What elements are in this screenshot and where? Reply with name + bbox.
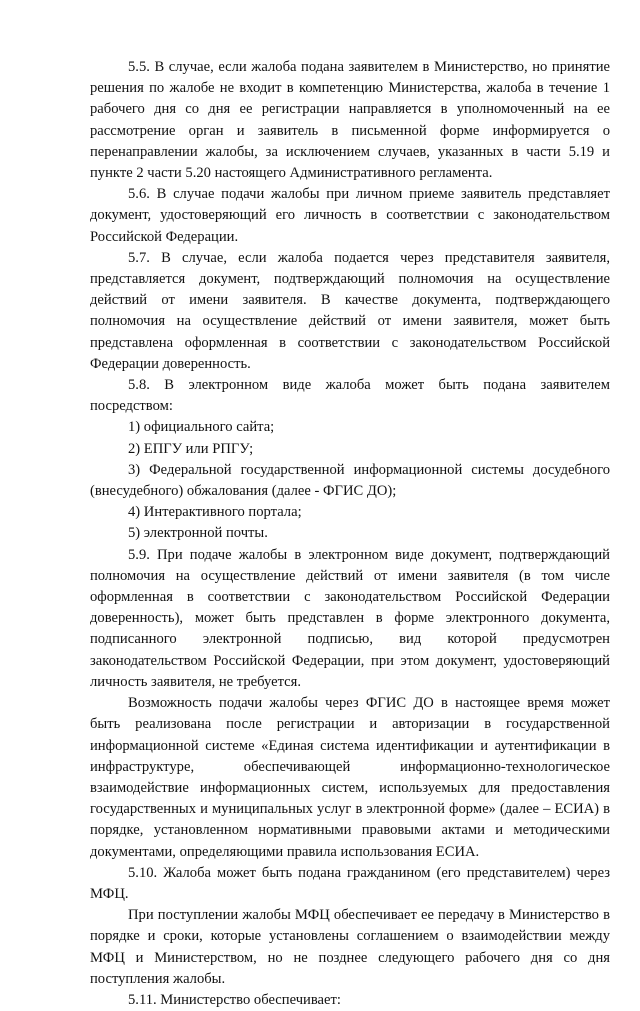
list-item-1: 1) официального сайта;: [128, 419, 275, 436]
list-item-5: 5) электронной почты.: [128, 525, 268, 542]
paragraph-5-5: 5.5. В случае, если жалоба подана заявителем в Министерство, но принятие решения по жалобе не входит в компетенцию Министерства, жалоба в течение 1 рабочего дня со дня ее регистрации направляется в уполномоченный на ее рассмотрение орган и заявитель в письменной форме информируется о перенаправлении жалобы, за исключением случаев, указанных в части 5.19 и пункте 2 части 5.20 настоящего Административного регламента.: [90, 59, 610, 182]
list-item-3: 3) Федеральной государственной информационной системы досудебного (внесудебного) обжалования (далее - ФГИС ДО);: [90, 461, 610, 500]
paragraph-5-7: 5.7. В случае, если жалоба подается через представителя заявителя, представляется документ, подтверждающий полномочия на осуществление действий от имени заявителя. В качестве документа, подтверждающего полномочия на осуществление действий от имени заявителя, может быть представлена оформленная в соответствии с законодательством Российской Федерации доверенность.: [90, 249, 610, 372]
paragraph-5-11: 5.11. Министерство обеспечивает:: [128, 991, 341, 1008]
paragraph-5-8: 5.8. В электронном виде жалоба может быть подана заявителем посредством:: [90, 377, 610, 415]
paragraph-fgis-do: Возможность подачи жалобы через ФГИС ДО в настоящее время может быть реализована после регистрации и авторизации в государственной информационной системе «Единая система идентификации и аутентификации в инфраструктуре, обеспечивающей информационно-технологическое взаимодействие информационных систем, используемых для предоставления государственных и муниципальных услуг в электронной форме» (далее – ЕСИА) в порядке, установленном нормативными правовыми актами и методическими документами, определяющими правила использования ЕСИА.: [90, 695, 610, 860]
document-page: [90, 57, 610, 1011]
paragraph-mfc-transfer: При поступлении жалобы МФЦ обеспечивает ее передачу в Министерство в порядке и сроки, которые установлены соглашением о взаимодействии между МФЦ и Министерством, но не позднее следующего рабочего дня со дня поступления жалобы.: [90, 907, 610, 987]
paragraph-5-10: 5.10. Жалоба может быть подана гражданином (его представителем) через МФЦ.: [90, 864, 610, 902]
paragraph-5-9: 5.9. При подаче жалобы в электронном виде документ, подтверждающий полномочия на осуществление действий от имени заявителя (в том числе оформленная в соответствии с законодательством Российской Федерации доверенность), может быть представлен в форме электронного документа, подписанного электронной подписью, вид которой предусмотрен законодательством Российской Федерации, при этом документ, удостоверяющий личность заявителя, не требуется.: [90, 546, 610, 690]
paragraph-5-6: 5.6. В случае подачи жалобы при личном приеме заявитель представляет документ, удостоверяющий его личность в соответствии с законодательством Российской Федерации.: [90, 186, 610, 245]
list-item-2: 2) ЕПГУ или РПГУ;: [128, 440, 254, 457]
list-item-4: 4) Интерактивного портала;: [128, 504, 302, 521]
